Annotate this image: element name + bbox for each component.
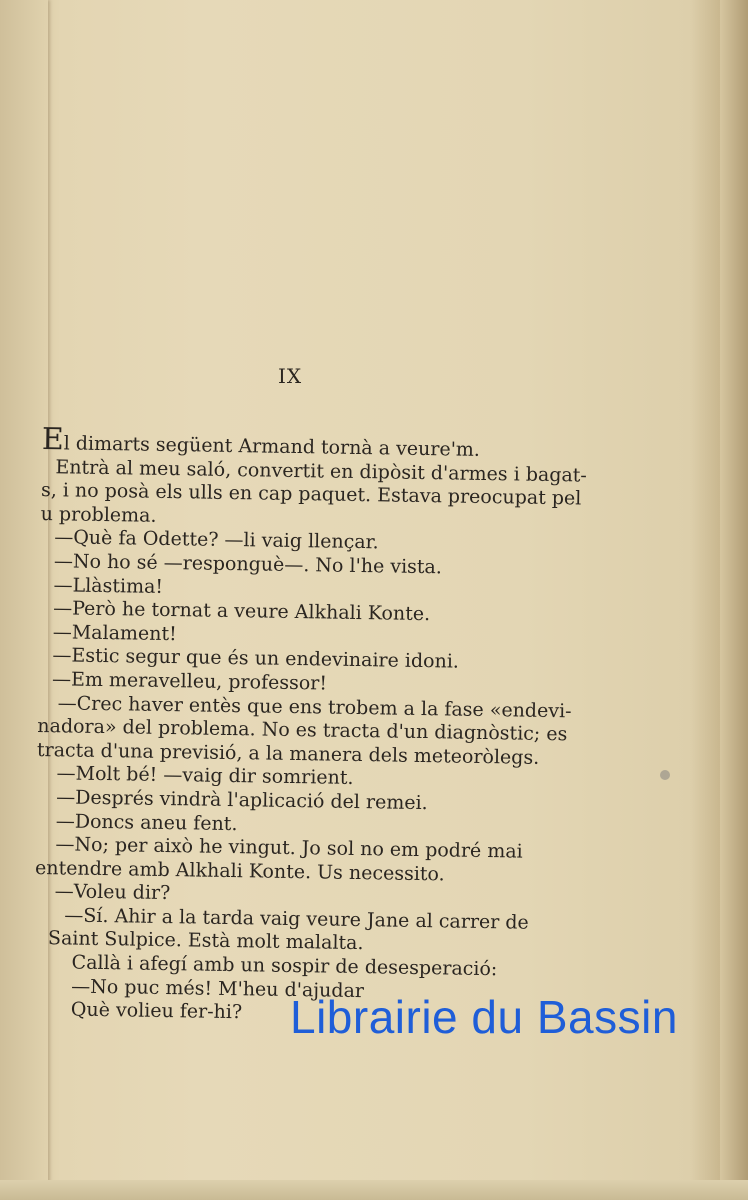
chapter-heading: IX <box>278 364 303 388</box>
text-line: —Doncs aneu fent. <box>55 809 238 835</box>
text-line: —No; per això he vingut. Jo sol no em podré mai <box>55 833 523 863</box>
text-line: —Llàstima! <box>53 573 164 598</box>
text-line: entendre amb Alkhali Konte. Us necessito. <box>34 856 445 886</box>
text-line: —Sí. Ahir a la tarda vaig veure Jane al carrer de <box>64 904 529 934</box>
text-line: —Però he tornat a veure Alkhali Konte. <box>53 597 431 626</box>
text-line: —Crec haver entès que ens trobem a la fase «endevi- <box>57 691 572 722</box>
text-line: —No puc més! M'heu d'ajudar <box>71 975 365 1002</box>
text-line: —Molt bé! —vaig dir somrient. <box>56 762 354 790</box>
text-line: Callà i afegí amb un sospir de desesperació: <box>71 951 498 981</box>
right-page-edge <box>720 0 748 1200</box>
text-line: u problema. <box>40 502 157 527</box>
text-line: tracta d'una previsió, a la manera dels meteoròlegs. <box>36 738 540 769</box>
text-line: Què volieu fer-hi? <box>70 998 243 1024</box>
watermark: Librairie du Bassin <box>290 991 678 1043</box>
drop-cap: E <box>41 422 65 458</box>
text-line: Saint Sulpice. Està molt malalta. <box>47 927 364 955</box>
text-line: —Malament! <box>52 620 177 645</box>
text-line: Entrà al meu saló, convertit en dipòsit d'armes i bagat- <box>55 455 588 487</box>
paper-spot <box>660 770 670 780</box>
text-line: —Estic segur que és un endevinaire idoni. <box>52 644 460 673</box>
text-line: nadora» del problema. No es tracta d'un diagnòstic; es <box>37 715 568 746</box>
text-line: —Em meravelleu, professor! <box>51 668 328 695</box>
text-line: s, i no posà els ulls en cap paquet. Estava preocupat pel <box>40 479 582 510</box>
text-line: —Després vindrà l'aplicació del remei. <box>56 786 428 815</box>
body-text <box>33 422 652 1031</box>
text-line: El dimarts següent Armand tornà a veure'm. <box>41 422 481 461</box>
bottom-edge <box>0 1180 748 1200</box>
text-line: —Voleu dir? <box>54 880 171 905</box>
text-line: —Què fa Odette? —li vaig llençar. <box>54 526 379 554</box>
text-line: —No ho sé —responguè—. No l'he vista. <box>53 550 443 579</box>
